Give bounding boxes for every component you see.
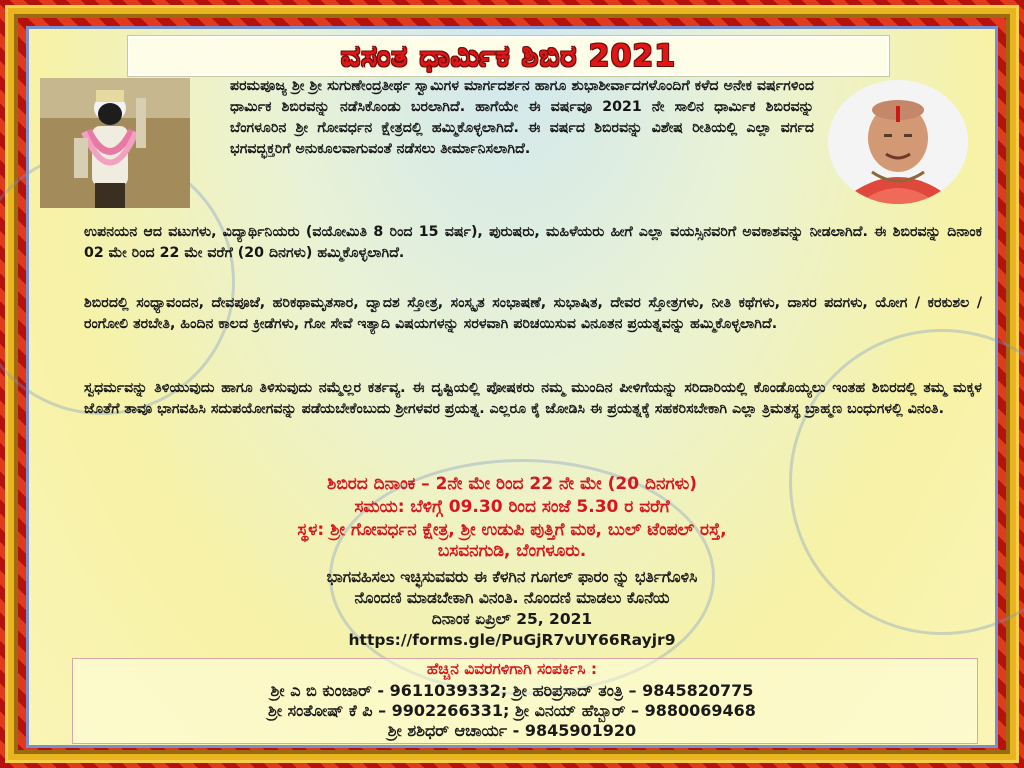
swamiji-portrait-illustration xyxy=(828,80,968,204)
camp-time: ಸಮಯ: ಬೆಳಿಗ್ಗೆ 09.30 ರಿಂದ ಸಂಜೆ 5.30 ರ ವರೆಗೆ xyxy=(354,497,670,517)
eligibility-paragraph: ಉಪನಯನ ಆದ ವಟುಗಳು, ವಿದ್ಯಾರ್ಥಿನಿಯರು (ವಯೋಮಿತಿ 8 ರಿಂದ 15 ವರ್ಷ), ಪುರುಷರು, ಮಹಿಳೆಯರು ಹೀಗೆ ಎಲ್ಲಾ ವಯಸ್ಸಿನವರಿಗೆ ಅವಕಾಶವನ್ನು ನೀಡಲಾಗಿದೆ. ಈ ಶಿಬಿರವನ್ನು ದಿನಾಂಕ 02 ಮೇ ರಿಂದ 22 ಮೇ ವರೆಗೆ (20 ದಿನಗಳು) ಹಮ್ಮಿಕೊಳ್ಳಲಾಗಿದೆ. xyxy=(84,224,982,261)
poster-title: ವಸಂತ ಧಾರ್ಮಿಕ ಶಿಬಿರ 2021 xyxy=(340,38,677,74)
camp-venue-line-1: ಸ್ಥಳ: ಶ್ರೀ ಗೋವರ್ಧನ ಕ್ಷೇತ್ರ, ಶ್ರೀ ಉಡುಪಿ ಪುತ್ತಿಗೆ ಮಠ, ಬುಲ್ ಟೆಂಪಲ್ ರಸ್ತೆ, xyxy=(297,520,727,540)
camp-dates: ಶಿಬಿರದ ದಿನಾಂಕ – 2ನೇ ಮೇ ರಿಂದ 22 ನೇ ಮೇ (20 ದಿನಗಳು) xyxy=(327,474,697,494)
subjects-paragraph: ಶಿಬಿರದಲ್ಲಿ ಸಂಧ್ಯಾವಂದನ, ದೇವಪೂಜೆ, ಹರಿಕಥಾಮೃತಸಾರ, ದ್ವಾದಶ ಸ್ತೋತ್ರ, ಸಂಸ್ಕೃತ ಸಂಭಾಷಣೆ, ಸುಭಾಷಿತ, ದೇವರ ಸ್ತೋತ್ರಗಳು, ನೀತಿ ಕಥೆಗಳು, ದಾಸರ ಪದಗಳು, ಯೋಗ / ಕರಕುಶಲ / ರಂಗೋಲಿ ತರಬೇತಿ, ಹಿಂದಿನ ಕಾಲದ ಕ್ರೀಡೆಗಳು, ಗೋ ಸೇವೆ ಇತ್ಯಾದಿ ವಿಷಯಗಳನ್ನು ಸರಳವಾಗಿ ಪರಿಚಯಿಸುವ ವಿನೂತನ ಪ್ರಯತ್ನವನ್ನು ಹಮ್ಮಿಕೊಳ್ಳಲಾಗಿದೆ. xyxy=(84,295,982,332)
appeal-paragraph: ಸ್ವಧರ್ಮವನ್ನು ತಿಳಿಯುವುದು ಹಾಗೂ ತಿಳಿಸುವುದು ನಮ್ಮೆಲ್ಲರ ಕರ್ತವ್ಯ. ಈ ದೃಷ್ಟಿಯಲ್ಲಿ ಪೋಷಕರು ನಮ್ಮ ಮುಂದಿನ ಪೀಳಿಗೆಯನ್ನು ಸರಿದಾರಿಯಲ್ಲಿ ಕೊಂಡೊಯ್ಯಲು ಇಂತಹ ಶಿಬಿರದಲ್ಲಿ ತಮ್ಮ ಮಕ್ಕಳ ಜೊತೆಗೆ ತಾವೂ ಭಾಗವಹಿಸಿ ಸದುಪಯೋಗವನ್ನು ಪಡೆಯಬೇಕೆಂಬುದು ಶ್ರೀಗಳವರ ಪ್ರಯತ್ನ. ಎಲ್ಲರೂ ಕೈ ಜೋಡಿಸಿ ಈ ಪ್ರಯತ್ನಕ್ಕೆ ಸಹಕರಿಸಬೇಕಾಗಿ ಎಲ್ಲಾ ತ್ರಿಮತಸ್ಥ ಬ್ರಾಹ್ಮಣ ಬಂಧುಗಳಲ್ಲಿ ವಿನಂತಿ. xyxy=(84,380,982,417)
swamiji-portrait-photo xyxy=(828,80,968,204)
deity-idol-photo xyxy=(40,78,190,208)
deity-idol-illustration xyxy=(40,78,190,208)
camp-venue-line-2: ಬಸವನಗುಡಿ, ಬೆಂಗಳೂರು. xyxy=(437,541,587,561)
contact-heading: ಹೆಚ್ಚಿನ ವಿವರಗಳಿಗಾಗಿ ಸಂಪರ್ಕಿಸಿ : xyxy=(426,660,598,678)
registration-deadline: ದಿನಾಂಕ ಏಪ್ರಿಲ್ 25, 2021 xyxy=(431,610,593,628)
registration-line-1: ಭಾಗವಹಿಸಲು ಇಚ್ಛಿಸುವವರು ಈ ಕೆಳಗಿನ ಗೂಗಲ್ ಫಾರಂ ನ್ನು ಭರ್ತಿಗೊಳಿಸಿ xyxy=(326,568,698,586)
registration-line-2: ನೊಂದಣಿ ಮಾಡಬೇಕಾಗಿ ವಿನಂತಿ. ನೊಂದಣಿ ಮಾಡಲು ಕೊನೆಯ xyxy=(354,589,670,607)
intro-paragraph: ಪರಮಪೂಜ್ಯ ಶ್ರೀ ಶ್ರೀ ಸುಗುಣೇಂದ್ರತೀರ್ಥ ಸ್ವಾಮಿಗಳ ಮಾರ್ಗದರ್ಶನ ಹಾಗೂ ಶುಭಾಶೀರ್ವಾದಗಳೊಂದಿಗೆ ಕಳೆದ ಅನೇಕ ವರ್ಷಗಳಿಂದ ಧಾರ್ಮಿಕ ಶಿಬಿರವನ್ನು ನಡೆಸಿಕೊಂಡು ಬರಲಾಗಿದೆ. ಹಾಗೆಯೇ ಈ ವರ್ಷವೂ 2021 ನೇ ಸಾಲಿನ ಧಾರ್ಮಿಕ ಶಿಬಿರವನ್ನು ಬೆಂಗಳೂರಿನ ಶ್ರೀ ಗೋವರ್ಧನ ಕ್ಷೇತ್ರದಲ್ಲಿ ಹಮ್ಮಿಕೊಳ್ಳಲಾಗಿದೆ. ಈ ವರ್ಷದ ಶಿಬಿರವನ್ನು ವಿಶೇಷ ರೀತಿಯಲ್ಲಿ ಎಲ್ಲಾ ವರ್ಗದ ಭಗವದ್ಭಕ್ತರಿಗೆ ಅನುಕೂಲವಾಗುವಂತೆ ನಡೆಸಲು ತೀರ್ಮಾನಿಸಲಾಗಿದೆ. xyxy=(230,78,814,157)
contact-line-3: ಶ್ರೀ ಶಶಿಧರ್ ಆಚಾರ್ಯ - 9845901920 xyxy=(387,721,637,740)
title-banner xyxy=(128,36,889,76)
registration-link[interactable]: https://forms.gle/PuGjR7vUY66Rayjr9 xyxy=(348,631,676,649)
contact-line-2: ಶ್ರೀ ಸಂತೋಷ್ ಕೆ ಪಿ – 9902266331; ಶ್ರೀ ವಿನಯ್ ಹೆಬ್ಬಾರ್ – 9880069468 xyxy=(268,701,756,720)
contact-line-1: ಶ್ರೀ ಎ ಬಿ ಕುಂಜಾರ್ - 9611039332; ಶ್ರೀ ಹರಿಪ್ರಸಾದ್ ತಂತ್ರಿ – 9845820775 xyxy=(270,681,754,700)
